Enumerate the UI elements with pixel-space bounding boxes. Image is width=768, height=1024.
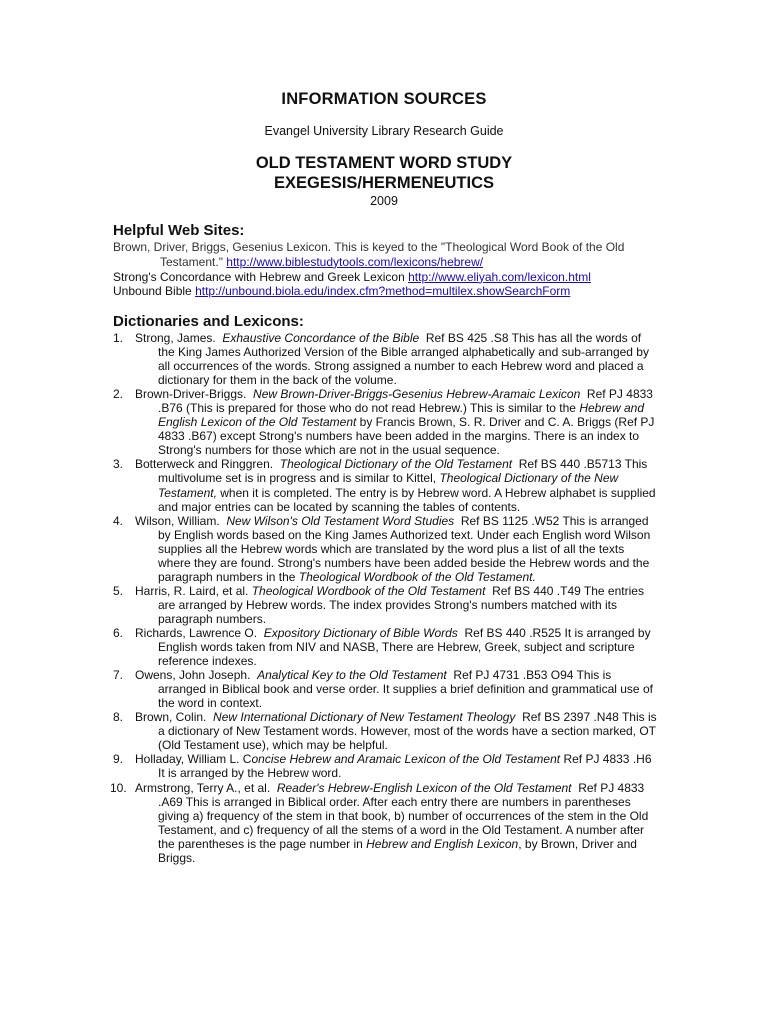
item-title-secondary: Theological Wordbook of the Old Testament. <box>298 569 536 584</box>
item-title: Analytical Key to the Old Testament <box>257 668 447 683</box>
item-title: New International Dictionary of New Testament Theology <box>213 710 516 725</box>
dictionaries-heading: Dictionaries and Lexicons: <box>113 313 304 330</box>
item-description: Ref PJ 4833 .A69 This is arranged in Biblical order. After each entry there are numbers in parentheses giving a) frequency of the stem in that book, b) number of occurrences of the stem in the Old Testament, and c) frequency of all the stems of a word in the Old Testament. A number after the parentheses is the page number in <box>158 780 649 851</box>
item-description: Ref BS 440 .T49 The entries are arranged by Hebrew words. The index provides Strong's numbers matched with its paragraph numbers. <box>158 583 644 626</box>
item-title: Theological Dictionary of the Old Testament <box>279 457 513 472</box>
item-number: 7. <box>113 668 124 683</box>
item-author: Harris, R. Laird, et al. <box>135 583 249 598</box>
item-description-continued: , by Brown, Driver and Briggs. <box>158 836 637 865</box>
item-description-continued: when it is completed. The entry is by Hebrew word. A Hebrew alphabet is supplied and major entries can be located by scanning the tables of contents. <box>158 485 656 514</box>
web-site-description: Brown, Driver, Briggs, Gesenius Lexicon. This is keyed to the "Theological Word Book of the Old Testament." <box>113 240 625 269</box>
item-number: 10. <box>110 780 127 795</box>
item-title: Reader's Hebrew-English Lexicon of the Old Testament <box>276 780 572 795</box>
guide-title <box>0 153 768 193</box>
item-number: 6. <box>113 625 124 640</box>
web-site-description: Strong's Concordance with Hebrew and Greek Lexicon <box>113 269 409 284</box>
list-item <box>113 752 658 780</box>
item-title: Theological Wordbook of the Old Testament <box>251 583 486 598</box>
web-site-entry <box>113 270 663 285</box>
web-site-entry <box>113 240 663 270</box>
item-author: Brown, Colin. <box>135 710 207 725</box>
item-author: Owens, John Joseph. <box>135 668 251 683</box>
item-description: Ref BS 425 .S8 This has all the words of the King James Authorized Version of the Bible arranged alphabetically and sub-arranged by all occurrences of the words. Strong assigned a number to each Hebrew word and placed a dictionary for them in the back of the volume. <box>158 331 649 388</box>
item-author: Strong, James. <box>135 331 216 345</box>
list-item <box>113 457 658 513</box>
item-description: Ref PJ 4833 .H6 It is arranged by the Hebrew word. <box>158 752 652 781</box>
item-author: Botterweck and Ringgren. <box>135 457 274 472</box>
item-number: 2. <box>113 387 124 402</box>
web-site-link[interactable]: http://www.biblestudytools.com/lexicons/hebrew/ <box>226 254 484 269</box>
item-title-secondary: Theological Dictionary of the New Testament, <box>158 471 619 500</box>
guide-title-line-2: EXEGESIS/HERMENEUTICS <box>273 174 495 192</box>
item-author: Armstrong, Terry A., et al. <box>135 780 271 795</box>
item-title: New Wilson's Old Testament Word Studies <box>226 513 455 528</box>
list-item <box>113 514 658 584</box>
item-number: 4. <box>113 513 124 528</box>
list-item <box>113 584 658 626</box>
item-description: Ref PJ 4833 .B76 (This is prepared for those who do not read Hebrew.) This is similar to the <box>158 387 653 416</box>
item-description: Ref BS 2397 .N48 This is a dictionary of New Testament words. However, most of the words have a section marked, OT (Old Testament use), which may be helpful. <box>158 710 657 753</box>
item-description: Ref BS 440 .B5713 This multivolume set is in progress and is similar to Kittel, <box>158 457 648 486</box>
list-item <box>113 668 658 710</box>
item-number: 3. <box>113 457 124 472</box>
item-title-secondary: Hebrew and English Lexicon of the Old Testament <box>158 401 645 430</box>
document-subtitle: Evangel University Library Research Guide <box>264 124 504 138</box>
list-item <box>113 387 658 457</box>
item-title: oncise Hebrew and Aramaic Lexicon of the Old Testament <box>251 752 561 767</box>
item-author: Wilson, William. <box>135 513 220 528</box>
item-author: Brown-Driver-Briggs. <box>135 387 247 402</box>
document-year: 2009 <box>370 194 398 208</box>
web-site-entry <box>113 284 663 299</box>
item-description: Ref BS 440 .R525 It is arranged by English words taken from NIV and NASB, There are Hebrew, Greek, subject and scripture reference indexes. <box>158 625 651 669</box>
item-author: Richards, Lawrence O. <box>135 625 258 640</box>
item-number: 1. <box>113 331 124 345</box>
item-number: 9. <box>113 752 124 767</box>
document-title: INFORMATION SOURCES <box>281 90 487 108</box>
item-title: Exhaustive Concordance of the Bible <box>222 331 420 345</box>
item-number: 5. <box>113 583 124 598</box>
web-site-link[interactable]: http://www.eliyah.com/lexicon.html <box>408 269 591 284</box>
list-item <box>113 331 658 387</box>
list-item <box>110 780 658 865</box>
item-number: 8. <box>113 710 124 725</box>
list-item <box>113 710 658 752</box>
guide-title-line-1: OLD TESTAMENT WORD STUDY <box>255 154 513 172</box>
web-sites-heading: Helpful Web Sites: <box>113 222 245 239</box>
list-item <box>113 626 658 668</box>
item-description-continued: by Francis Brown, S. R. Driver and C. A. Briggs (Ref PJ 4833 .B67) except Strong's numbers have been added in the margins. There is an index to Strong's numbers for those which are not in the usual sequence. <box>158 415 655 458</box>
item-description: Ref PJ 4731 .B53 O94 This is arranged in Biblical book and verse order. It supplies a brief definition and grammatical use of the word in context. <box>158 668 653 711</box>
item-title: Expository Dictionary of Bible Words <box>263 625 458 640</box>
item-description: Ref BS 1125 .W52 This is arranged by English words based on the King James Authorized text. Under each English word Wilson supplies all the Hebrew words which are translated by the word plus a list of all the texts where they are found. Strong's numbers have been added beside the Hebrew words and the paragraph numbers in the <box>158 513 651 584</box>
web-site-description: Unbound Bible <box>113 284 196 299</box>
dictionaries-list <box>110 331 658 865</box>
web-sites-list <box>113 240 663 299</box>
item-title-secondary: Hebrew and English Lexicon <box>366 836 519 851</box>
item-author: Holladay, William L. C <box>135 752 252 767</box>
item-title: New Brown-Driver-Briggs-Gesenius Hebrew-Aramaic Lexicon <box>253 387 581 402</box>
web-site-link[interactable]: http://unbound.biola.edu/index.cfm?method=multilex.showSearchForm <box>195 284 571 299</box>
